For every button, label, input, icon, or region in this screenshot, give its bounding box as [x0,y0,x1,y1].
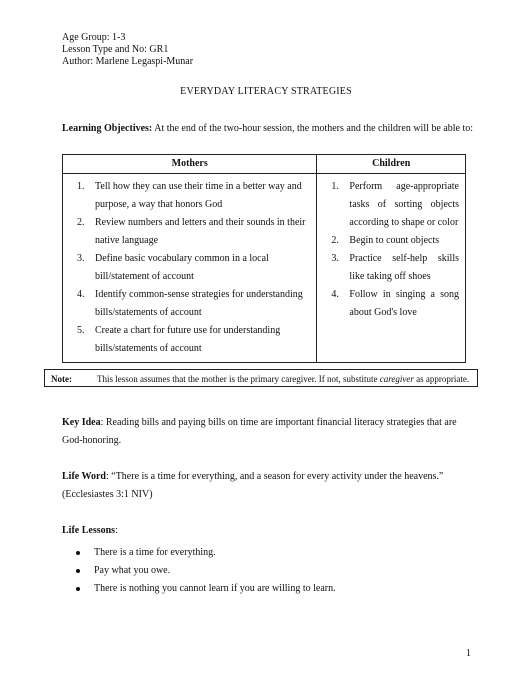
list-item [317,232,459,250]
list-item [62,562,336,580]
list-item [63,322,310,358]
page-number: 1 [466,648,471,659]
note-text-part: This lesson assumes that the mother is the primary caregiver. If not, substitute [97,374,380,384]
list-text: Review numbers and letters and their sounds in their native language [95,217,306,246]
list-text: Tell how they can use their time in a better way and purpose, a way that honors God [95,181,302,210]
list-text: There is nothing you cannot learn if you are willing to learn. [94,583,336,594]
children-header: Children [317,155,466,174]
life-lessons-suffix: : [115,525,118,536]
learning-objectives [62,120,474,138]
list-text: Pay what you owe. [94,565,171,576]
life-word-text: : “There is a time for everything, and a season for every activity under the heavens.” (Ecclesiastes 3:1 NIV) [62,471,444,500]
page-title: EVERYDAY LITERACY STRATEGIES [180,86,352,97]
list-number: 3. [331,253,339,264]
list-item [317,286,459,322]
learning-objectives-label: Learning Objectives: [62,123,153,134]
list-item [317,250,459,286]
note-text-part: as appropriate. [413,374,470,384]
list-number: 1. [331,181,339,192]
life-word-label: Life Word [62,471,106,482]
list-item [63,214,310,250]
life-lessons-heading [62,522,474,540]
list-text: Perform age-appropriate tasks of sorting objects according to shape or color [349,181,459,228]
note-italic-term: caregiver [379,374,414,384]
lesson-type: Lesson Type and No: GR1 [62,44,169,55]
note-box [44,369,478,387]
note-text [97,370,469,388]
mothers-header: Mothers [63,155,317,174]
list-item [63,250,310,286]
list-number: 5. [77,325,85,336]
list-text: Create a chart for future use for understanding bills/statements of account [95,325,281,354]
list-number: 2. [331,235,339,246]
list-item [62,580,336,598]
list-text: Define basic vocabulary common in a local bill/statement of account [95,253,269,282]
learning-objectives-intro: At the end of the two-hour session, the mothers and the children will be able to: [154,123,474,134]
key-idea [62,414,474,450]
children-list [317,178,459,322]
list-number: 2. [77,217,85,228]
list-number: 3. [77,253,85,264]
list-text: Begin to count objects [349,235,440,246]
bullet-icon [76,587,80,591]
list-text: Identify common-sense strategies for understanding bills/statements of account [95,289,303,318]
list-number: 4. [331,289,339,300]
note-label: Note: [51,374,72,384]
list-item [63,178,310,214]
author: Author: Marlene Legaspi-Munar [62,56,194,67]
mothers-cell [63,174,317,363]
key-idea-text: : Reading bills and paying bills on time are important financial literacy strategies that are God-honoring. [62,417,457,446]
objectives-table [62,154,466,363]
life-word [62,468,474,504]
list-text: Follow in singing a song about God's love [349,289,459,318]
children-cell [317,174,466,363]
key-idea-label: Key Idea [62,417,101,428]
list-number: 1. [77,181,85,192]
list-item [317,178,459,232]
list-item [62,544,336,562]
list-text: Practice self-help skills like taking off shoes [349,253,459,282]
life-lessons-list [62,544,336,598]
bullet-icon [76,569,80,573]
list-item [63,286,310,322]
list-text: There is a time for everything. [94,547,216,558]
life-lessons-label: Life Lessons [62,525,116,536]
mothers-list [63,178,310,358]
age-group: Age Group: 1-3 [62,32,126,43]
list-number: 4. [77,289,85,300]
bullet-icon [76,551,80,555]
